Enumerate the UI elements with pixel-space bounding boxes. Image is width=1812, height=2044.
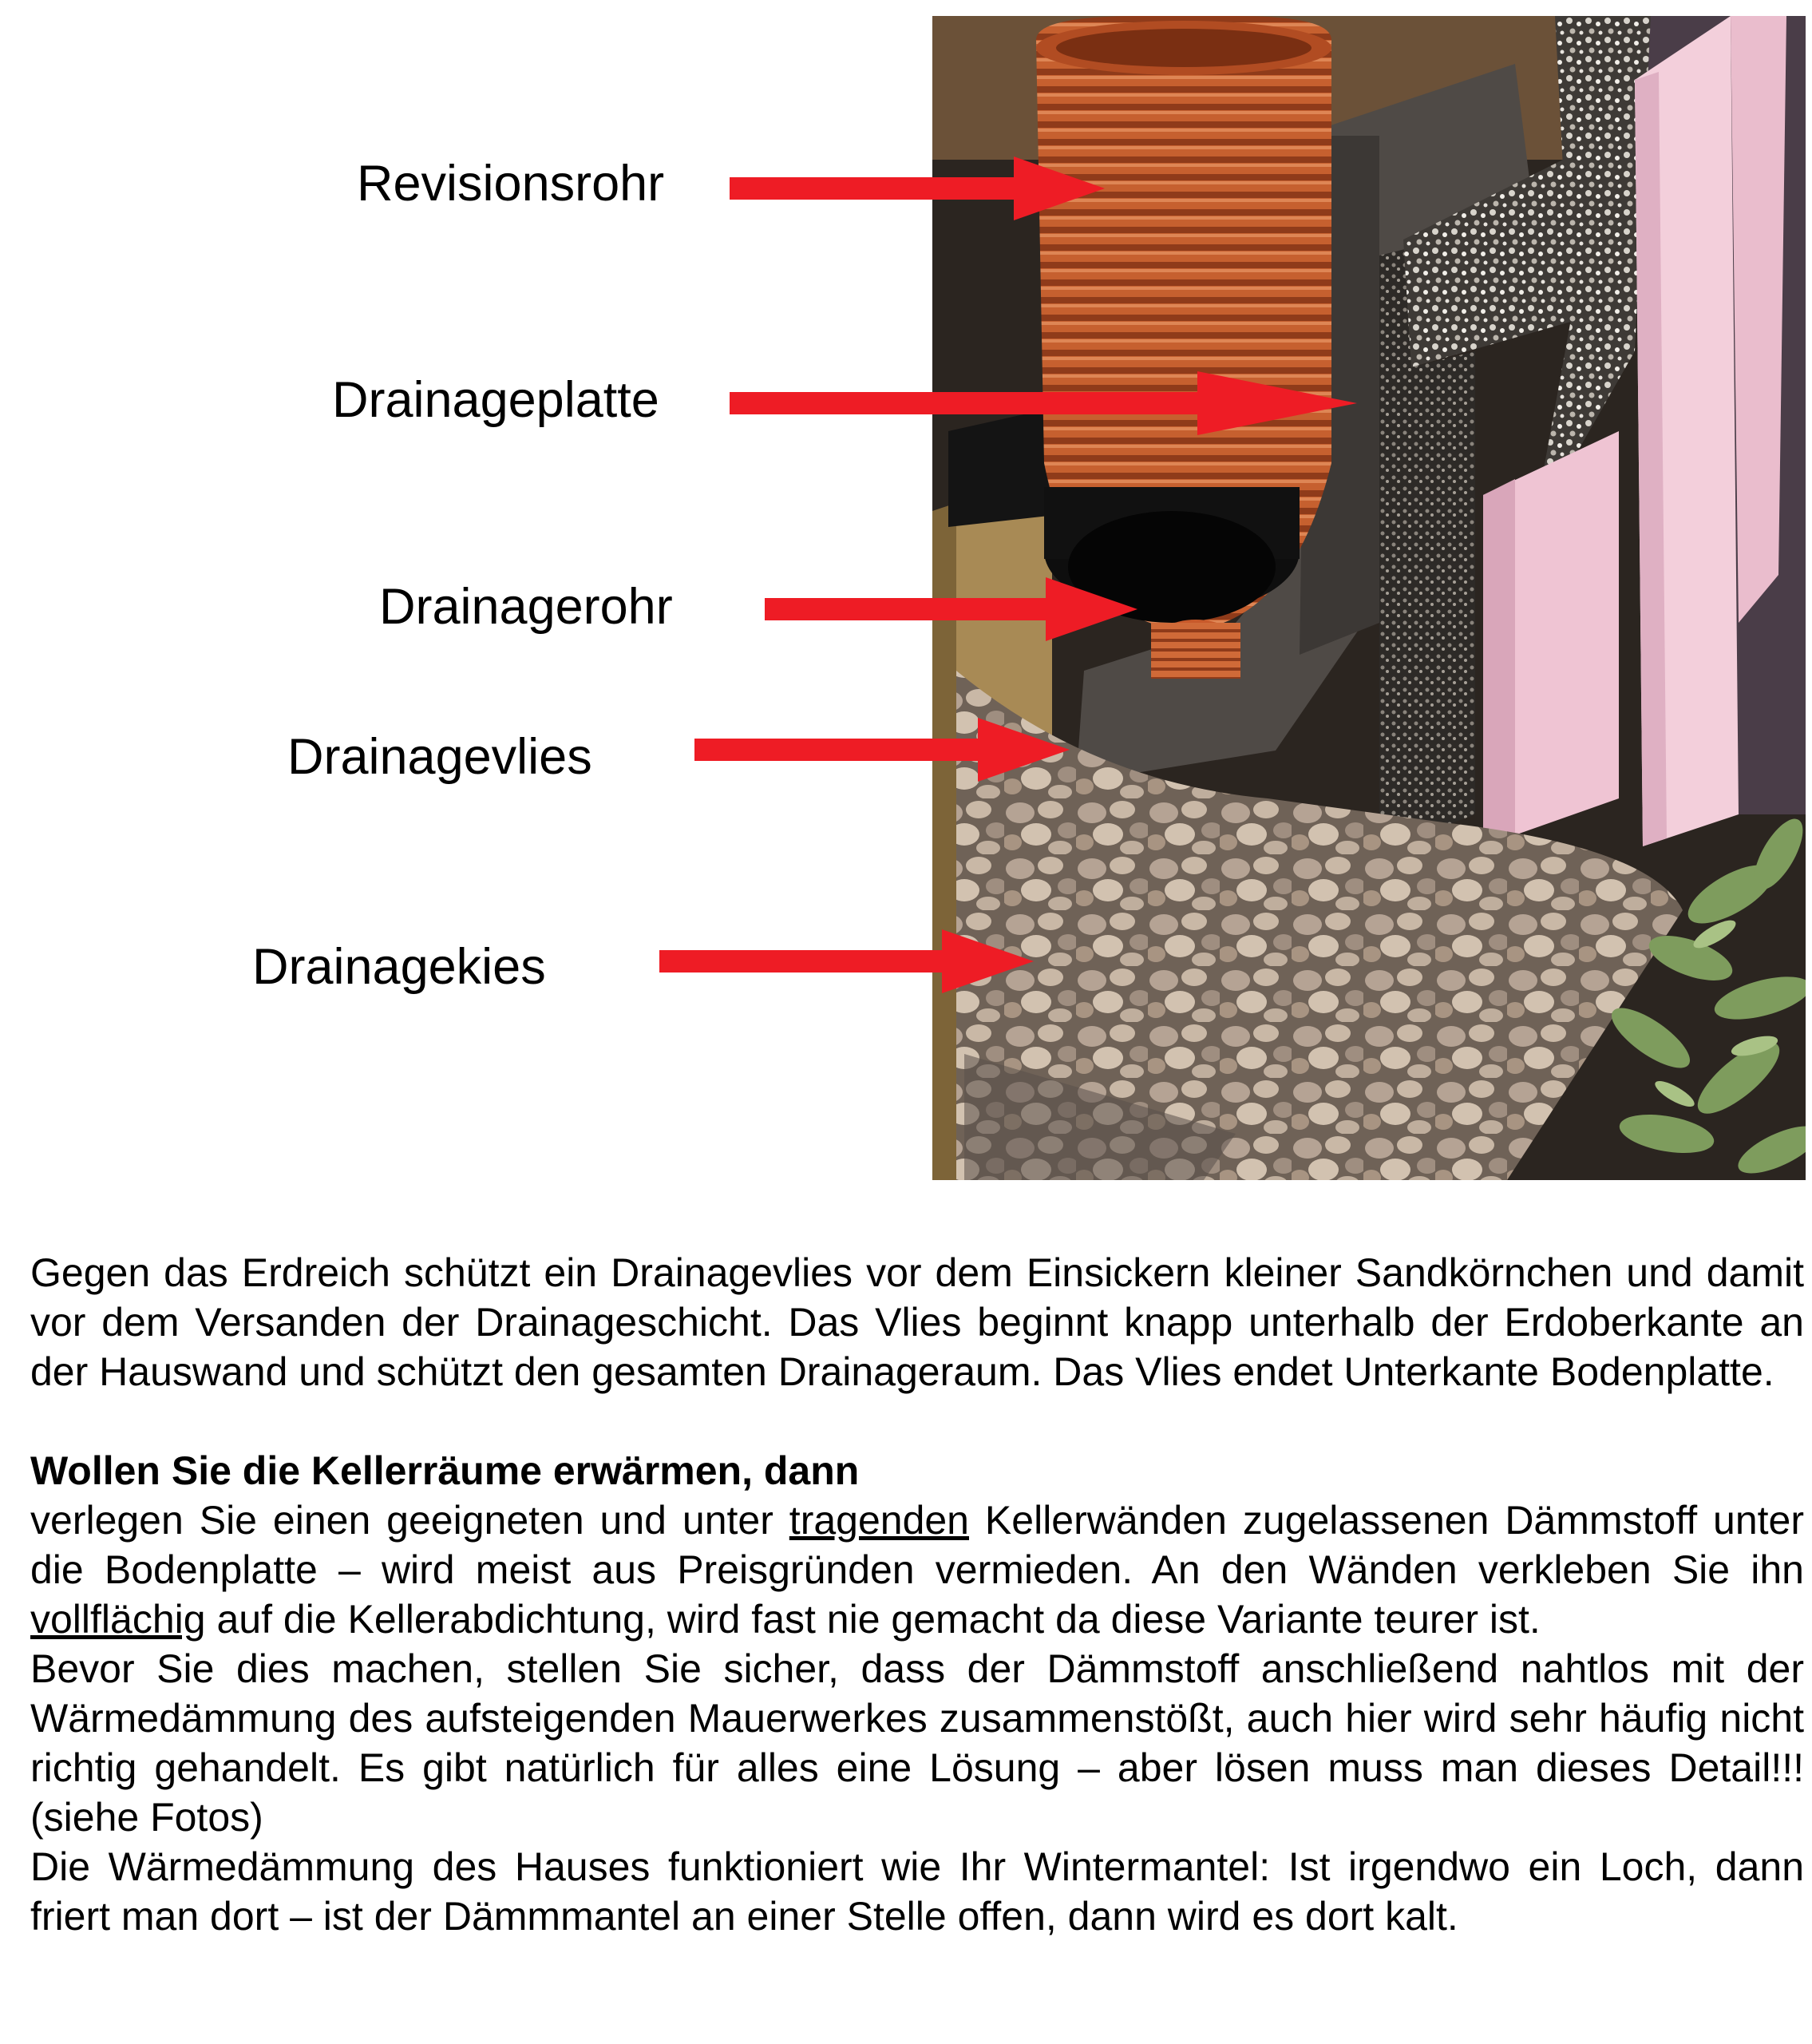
- label-drainagerohr: Drainagerohr: [379, 579, 673, 635]
- text-segment: Kellerwänden zugelassenen Dämmstoff unter die Bodenplatte – wird meist aus Preisgründen vermieden. An den Wänden verkleben Sie ihn: [30, 1498, 1804, 1592]
- label-drainagevlies: Drainagevlies: [287, 729, 592, 785]
- label-drainageplatte: Drainageplatte: [332, 372, 659, 428]
- section-heading: Wollen Sie die Kellerräume erwärmen, dann: [30, 1448, 860, 1493]
- label-drainagekies: Drainagekies: [252, 939, 546, 995]
- paragraph-drainagevlies: Gegen das Erdreich schützt ein Drainagevlies vor dem Einsickern kleiner Sandkörnchen und damit vor dem Versanden der Drainageschicht. Das Vlies beginnt knapp unterhalb der Erdoberkante an der Hauswand und schützt den gesamten Drainageraum. Das Vlies endet Unterkante Bodenplatte.: [30, 1250, 1804, 1394]
- body-text: [30, 1248, 1804, 1941]
- paragraph-wintermantel: Die Wärmedämmung des Hauses funktioniert wie Ihr Wintermantel: Ist irgendwo ein Loch, dann friert man dort – ist der Dämmmantel an einer Stelle offen, dann wird es dort kalt.: [30, 1844, 1804, 1939]
- underlined-vollflaechig: vollflächig: [30, 1597, 206, 1642]
- paragraph-daemmstoff: [30, 1495, 1804, 1644]
- underlined-tragenden: tragenden: [789, 1498, 969, 1543]
- paragraph-bevor: Bevor Sie dies machen, stellen Sie sicher, dass der Dämmstoff anschließend nahtlos mit der Wärmedämmung des aufsteigenden Mauerwerkes zusammenstößt, auch hier wird sehr häufig nicht richtig gehandelt. Es gibt natürlich für alles eine Lösung – aber lösen muss man dieses Detail!!! (siehe Fotos): [30, 1646, 1804, 1840]
- text-segment: auf die Kellerabdichtung, wird fast nie gemacht da diese Variante teurer ist.: [205, 1597, 1541, 1642]
- arrow-drainagerohr: [765, 577, 1137, 641]
- label-revisionsrohr: Revisionsrohr: [357, 156, 665, 212]
- arrow-revisionsrohr: [730, 156, 1105, 220]
- arrow-drainageplatte: [730, 371, 1357, 435]
- text-segment: verlegen Sie einen geeigneten und unter: [30, 1498, 789, 1543]
- paragraph-gap: [30, 1396, 1804, 1446]
- arrow-drainagekies: [659, 929, 1034, 993]
- arrow-drainagevlies: [694, 718, 1070, 782]
